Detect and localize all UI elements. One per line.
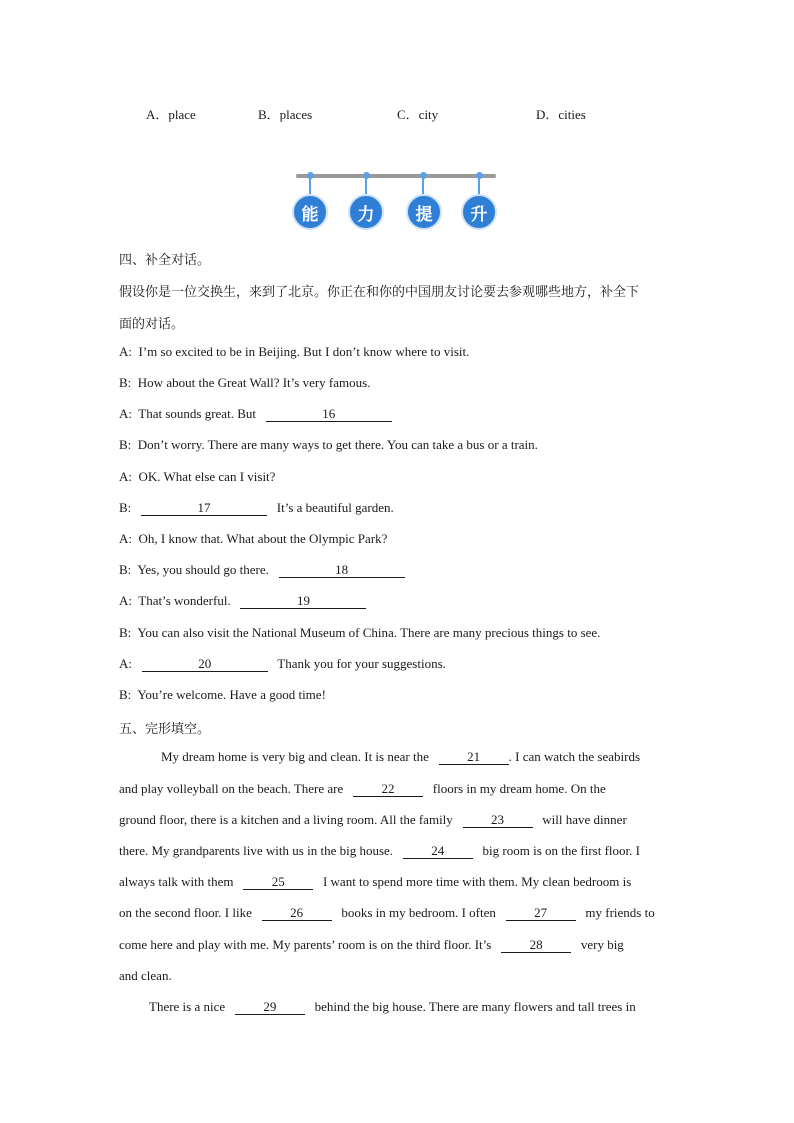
dialogue-line: A: Oh, I know that. What about the Olympic Park? bbox=[119, 531, 388, 546]
blank-26[interactable]: 26 bbox=[262, 906, 332, 921]
blank-28[interactable]: 28 bbox=[501, 938, 571, 953]
banner-dot bbox=[307, 172, 314, 179]
option-a: A．place bbox=[146, 107, 196, 122]
blank-16[interactable]: 16 bbox=[266, 407, 392, 422]
dialogue-line: A: That sounds great. But 16 bbox=[119, 406, 392, 422]
section4-instructions-2: 面的对话。 bbox=[119, 317, 185, 332]
dialogue-line: A: OK. What else can I visit? bbox=[119, 469, 276, 484]
dialogue-line: A: I’m so excited to be in Beijing. But I don’t know where to visit. bbox=[119, 344, 470, 359]
passage-line: there. My grandparents live with us in the big house. 24 big room is on the first floor. I bbox=[119, 843, 640, 858]
dialogue-line: A: 20 Thank you for your suggestions. bbox=[119, 656, 446, 671]
blank-17[interactable]: 17 bbox=[141, 501, 267, 516]
banner-dot bbox=[363, 172, 370, 179]
passage-line: and play volleyball on the beach. There are 22 floors in my dream home. On the bbox=[119, 781, 606, 796]
dialogue-line: B: Yes, you should go there. 18 bbox=[119, 562, 405, 578]
blank-20[interactable]: 20 bbox=[142, 657, 268, 672]
section4-instructions-1: 假设你是一位交换生，来到了北京。你正在和你的中国朋友讨论要去参观哪些地方，补全下 bbox=[119, 285, 640, 300]
passage-line: always talk with them 25 I want to spend more time with them. My clean bedroom is bbox=[119, 874, 632, 889]
dialogue-line: B: How about the Great Wall? It’s very famous. bbox=[119, 375, 371, 390]
blank-25[interactable]: 25 bbox=[243, 875, 313, 890]
banner-badge-2: 力 bbox=[348, 194, 384, 230]
ability-banner bbox=[292, 170, 498, 230]
banner-badge-1: 能 bbox=[292, 194, 328, 230]
section5-heading: 五、完形填空。 bbox=[119, 722, 211, 737]
passage-line: on the second floor. I like 26 books in my bedroom. I often 27 my friends to bbox=[119, 905, 655, 920]
dialogue-line: A: That’s wonderful. 19 bbox=[119, 593, 366, 609]
dialogue-line: B: You can also visit the National Museum of China. There are many precious things to see. bbox=[119, 625, 601, 640]
blank-27[interactable]: 27 bbox=[506, 906, 576, 921]
option-d: D．cities bbox=[536, 107, 586, 122]
dialogue-line: B: Don’t worry. There are many ways to get there. You can take a bus or a train. bbox=[119, 437, 538, 452]
option-b: B．places bbox=[258, 107, 313, 122]
passage-line: ground floor, there is a kitchen and a living room. All the family 23 will have dinner bbox=[119, 812, 627, 827]
passage-line: come here and play with me. My parents’ room is on the third floor. It’s 28 very big bbox=[119, 937, 624, 952]
passage-line: and clean. bbox=[119, 968, 172, 983]
option-c: C．city bbox=[397, 107, 439, 122]
dialogue-line: B: 17 It’s a beautiful garden. bbox=[119, 500, 394, 515]
banner-dot bbox=[476, 172, 483, 179]
blank-23[interactable]: 23 bbox=[463, 813, 533, 828]
blank-19[interactable]: 19 bbox=[240, 594, 366, 609]
banner-dot bbox=[420, 172, 427, 179]
section4-heading: 四、补全对话。 bbox=[119, 253, 211, 268]
dialogue-line: B: You’re welcome. Have a good time! bbox=[119, 687, 326, 702]
banner-badge-4: 升 bbox=[461, 194, 497, 230]
blank-24[interactable]: 24 bbox=[403, 844, 473, 859]
blank-18[interactable]: 18 bbox=[279, 563, 405, 578]
passage-line: My dream home is very big and clean. It is near the 21 . I can watch the seabirds bbox=[161, 749, 640, 764]
banner-badge-3: 提 bbox=[406, 194, 442, 230]
banner-rail bbox=[296, 174, 496, 178]
passage-line: There is a nice 29 behind the big house. There are many flowers and tall trees in bbox=[149, 999, 636, 1014]
blank-22[interactable]: 22 bbox=[353, 782, 423, 797]
blank-21[interactable]: 21 bbox=[439, 750, 509, 765]
blank-29[interactable]: 29 bbox=[235, 1000, 305, 1015]
